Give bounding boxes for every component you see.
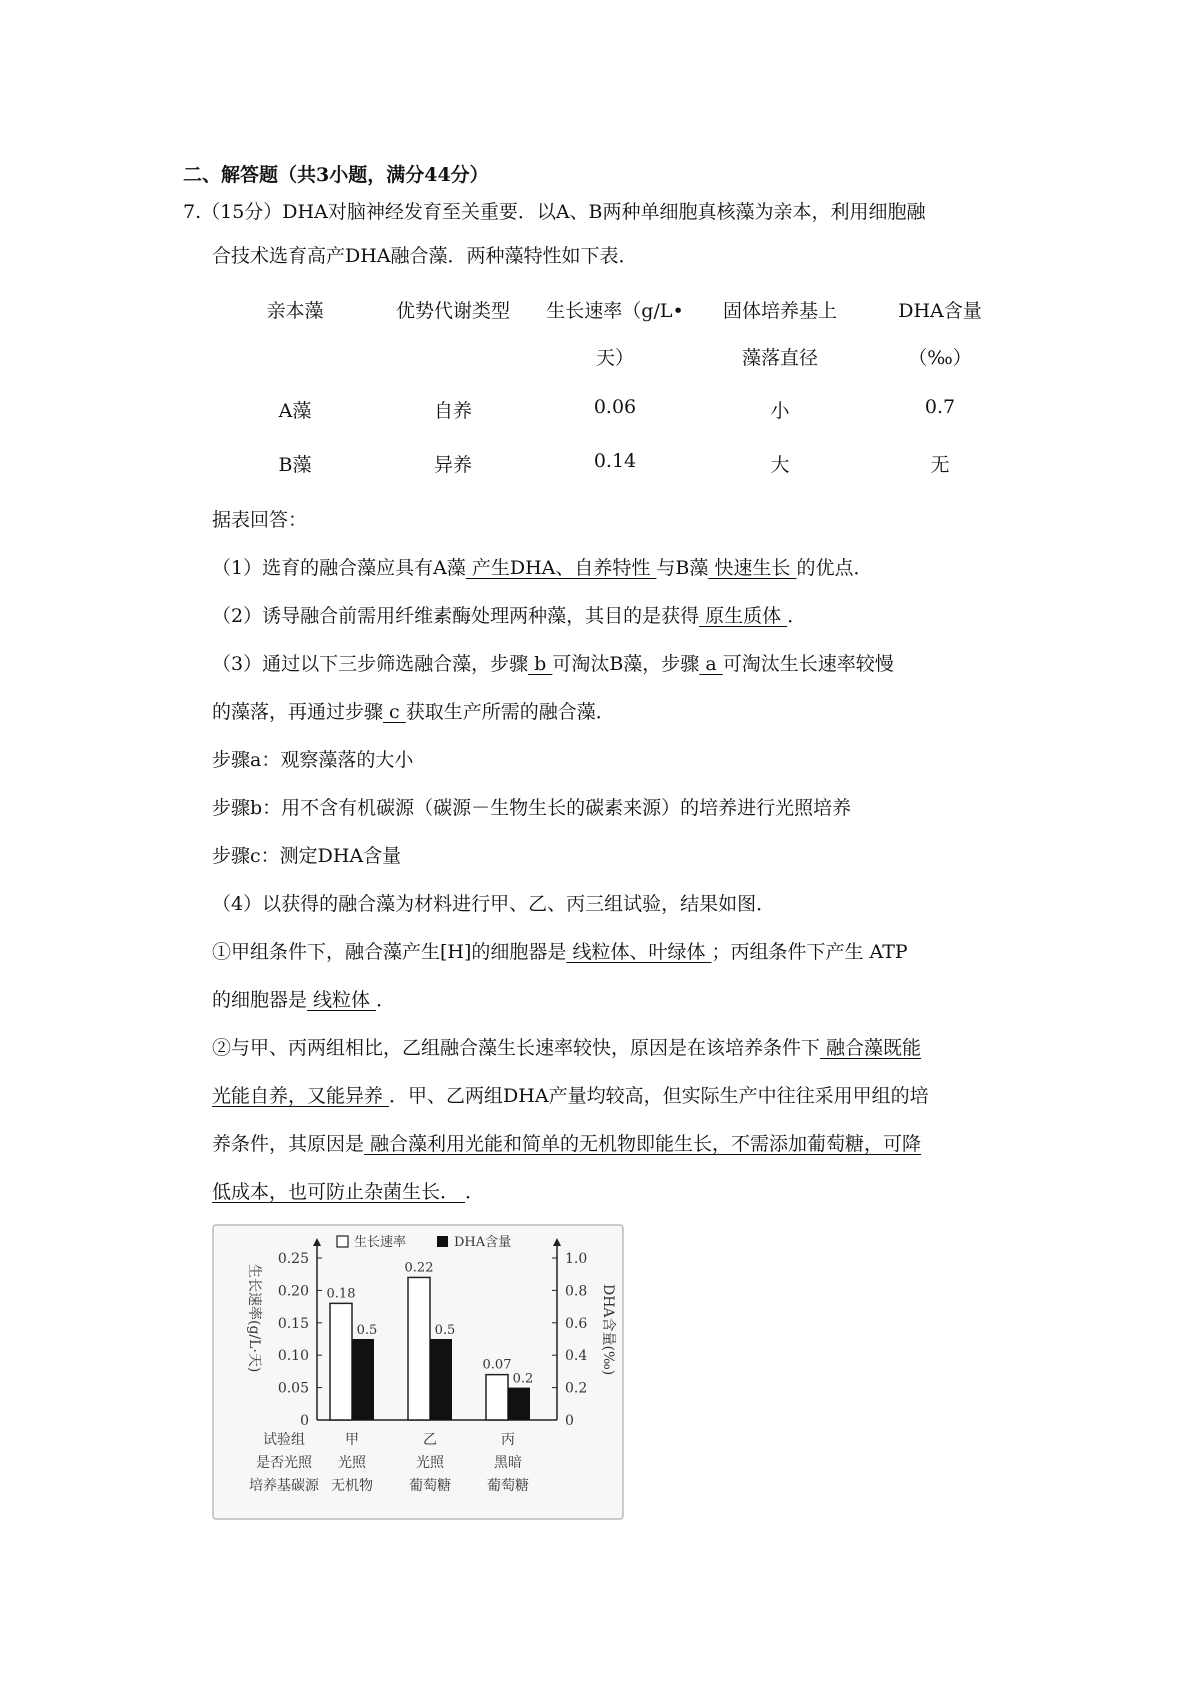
q4-1-answer-2: 线粒体 [307,989,377,1011]
right-tick-label: 0.2 [565,1380,588,1397]
category-row-label: 是否光照 [256,1455,312,1471]
section-title: 二、解答题（共3小题，满分44分） [183,164,489,186]
q4-1-text: ①甲组条件下，融合藻产生[H]的细胞器是 [212,941,567,963]
q4-2-answer-1: 融合藻既能 [820,1037,922,1059]
left-tick-label: 0.25 [277,1251,309,1267]
table-header-5: DHA含量 [898,300,982,322]
left-tick-label: 0.15 [277,1315,309,1332]
q1-line [212,556,873,580]
category-label: 黑暗 [494,1455,522,1471]
table-cell: 0.06 [593,396,637,418]
table-cell: B藻 [278,454,312,476]
q3-text: （3）通过以下三步筛选融合藻，步骤 [212,653,529,675]
legend-label-dha: DHA含量 [454,1235,512,1250]
left-tick-label: 0 [300,1413,309,1429]
right-axis-title: DHA含量(‰) [600,1284,616,1376]
step-c: 步骤c：测定DHA含量 [212,845,402,867]
table-header-4-line2: 藻落直径 [741,347,818,369]
table-cell: 0.7 [924,396,956,418]
q4-2-text: 养条件，其原因是 [212,1133,365,1155]
category-label: 甲 [345,1432,359,1448]
q4-1-text: ． [376,989,396,1011]
legend-swatch-dha [437,1236,448,1247]
q3-answer-1: b [528,653,553,675]
step-b: 步骤b：用不含有机碳源（碳源－生物生长的碳素来源）的培养进行光照培养 [212,797,852,819]
q4-2-text: ②与甲、丙两组相比，乙组融合藻生长速率较快，原因是在该培养条件下 [212,1037,821,1059]
data-label-dha: 0.5 [356,1323,378,1338]
left-axis-title: 生长速率(g/L·天) [246,1264,262,1373]
bar-growth-rate [330,1303,352,1420]
q3-text: 获取生产所需的融合藻． [405,701,615,723]
q3-line-2 [212,700,615,724]
table-cell: 无 [930,454,950,476]
q4-line: （4）以获得的融合藻为材料进行甲、乙、丙三组试验，结果如图． [212,893,776,915]
q2-text: ． [787,605,807,627]
q4-2-line-3 [212,1132,921,1156]
data-label-growth: 0.18 [326,1286,356,1302]
table-cell: 小 [770,400,790,422]
data-label-dha: 0.2 [512,1371,534,1387]
q3-text: 的藻落，再通过步骤 [212,701,384,723]
table-header-5-line2: （‰） [908,347,972,369]
q1-answer-2: 快速生长 [708,557,797,579]
bar-growth-rate [408,1277,430,1420]
category-row-label: 试验组 [263,1432,305,1448]
q4-2-text: ．甲、乙两组DHA产量均较高，但实际生产中往往采用甲组的培 [389,1085,929,1107]
right-tick-label: 1.0 [565,1251,588,1267]
table-cell: 异养 [433,454,472,476]
q3-answer-3: c [383,701,406,723]
q4-1-text: 的细胞器是 [212,989,308,1011]
q4-2-line-2 [212,1084,929,1108]
table-cell: 0.14 [593,450,637,472]
right-tick-label: 0.4 [565,1348,588,1365]
data-label-dha: 0.5 [434,1323,456,1338]
table-header-2: 优势代谢类型 [395,300,510,322]
question-line-2: 合技术选育高产DHA融合藻．两种藻特性如下表． [212,245,638,267]
category-label: 无机物 [331,1478,373,1494]
data-label-growth: 0.07 [482,1357,512,1373]
answer-intro: 据表回答： [212,509,308,531]
results-bar-chart [212,1224,624,1520]
right-tick-label: 0 [565,1413,574,1429]
q2-text: （2）诱导融合前需用纤维素酶处理两种藻，其目的是获得 [212,605,700,627]
q3-answer-2: a [699,653,723,675]
q4-2-answer-1: 光能自养，又能异养 [212,1085,390,1107]
q4-2-line-4 [212,1180,484,1204]
q4-1-text: ；丙组条件下产生 ATP [711,941,908,963]
bar-dha-content [508,1388,530,1420]
bar-dha-content [352,1339,374,1420]
data-label-growth: 0.22 [404,1260,434,1276]
q3-line-1 [212,652,894,676]
legend-swatch-growth [337,1236,348,1247]
q4-1-line-1 [212,940,908,964]
question-line-1: 7.（15分）DHA对脑神经发育至关重要．以A、B两种单细胞真核藻为亲本，利用细胞融 [183,201,926,223]
table-header-1: 亲本藻 [266,300,324,322]
category-label: 乙 [423,1432,437,1448]
q1-answer-1: 产生DHA、自养特性 [465,557,657,579]
bar-growth-rate [486,1375,508,1420]
q2-answer: 原生质体 [699,605,788,627]
q4-2-line-1 [212,1036,921,1060]
category-label: 葡萄糖 [409,1478,451,1494]
q1-text: （1）选育的融合藻应具有A藻 [212,557,466,579]
q3-text: 可淘汰生长速率较慢 [722,653,894,675]
right-tick-label: 0.6 [565,1315,588,1332]
category-label: 丙 [501,1432,515,1448]
left-tick-label: 0.20 [277,1283,309,1300]
left-tick-label: 0.10 [277,1348,309,1365]
table-header-3: 生长速率（g/L• [546,300,684,322]
table-header-3-line2: 天） [595,347,634,369]
q4-2-text: ． [465,1181,485,1203]
q4-1-answer-1: 线粒体、叶绿体 [566,941,712,963]
right-tick-label: 0.8 [565,1283,588,1300]
table-cell: 大 [770,454,790,476]
legend-label-growth: 生长速率 [354,1235,407,1250]
q4-2-answer-2: 融合藻利用光能和简单的无机物即能生长，不需添加葡萄糖，可降 [364,1133,922,1155]
q2-line [212,604,806,628]
table-cell: A藻 [278,400,312,422]
category-row-label: 培养基碳源 [249,1478,319,1494]
q4-2-answer-2: 低成本，也可防止杂菌生长． [212,1181,466,1203]
category-label: 葡萄糖 [487,1478,529,1494]
step-a: 步骤a：观察藻落的大小 [212,749,414,771]
left-tick-label: 0.05 [277,1380,309,1397]
category-label: 光照 [416,1455,444,1471]
bar-dha-content [430,1339,452,1420]
category-label: 光照 [338,1455,366,1471]
q4-1-line-2 [212,988,395,1012]
q1-text: 与B藻 [656,557,709,579]
table-cell: 自养 [433,400,472,422]
q3-text: 可淘汰B藻，步骤 [552,653,700,675]
table-header-4: 固体培养基上 [722,300,837,322]
q1-text: 的优点． [796,557,873,579]
